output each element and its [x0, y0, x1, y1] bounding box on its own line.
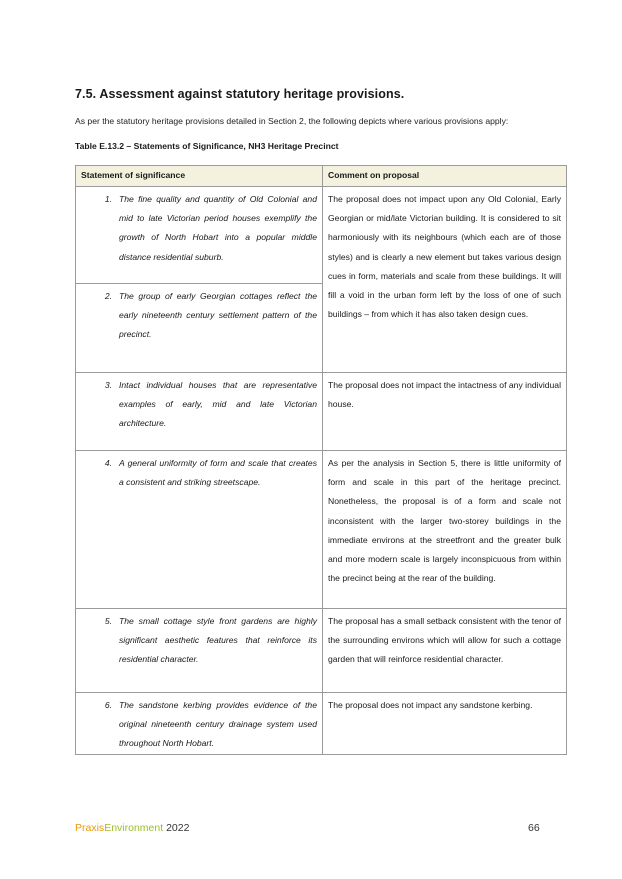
statement-number: 6. [104, 700, 112, 710]
header-comment: Comment on proposal [323, 166, 567, 187]
statement-number: 4. [104, 458, 112, 468]
statement-cell [76, 609, 323, 693]
table-caption: Table E.13.2 – Statements of Significance, NH3 Heritage Precinct [75, 141, 339, 151]
statement-number: 2. [104, 291, 112, 301]
statement-text: The group of early Georgian cottages reflect the early nineteenth century settlement pattern of the precinct. [119, 291, 317, 340]
table-row [76, 609, 567, 693]
comment-cell [323, 451, 567, 609]
table-row [76, 693, 567, 755]
statement-number: 3. [104, 380, 112, 390]
statement-number: 1. [104, 194, 112, 204]
comment-text: The proposal does not impact any sandstone kerbing. [328, 700, 533, 710]
statement-cell [76, 451, 323, 609]
footer-year: 2022 [166, 822, 190, 834]
statement-cell [76, 693, 323, 755]
brand-environment: Environment [104, 822, 164, 834]
comment-text: The proposal has a small setback consistent with the tenor of the surrounding environs which will allow for such a cottage garden that will reinforce residential character. [328, 616, 561, 665]
section-heading: 7.5. Assessment against statutory heritage provisions. [75, 87, 405, 101]
footer-brand [75, 822, 189, 834]
header-statement: Statement of significance [76, 166, 323, 187]
comment-text: The proposal does not impact the intactness of any individual house. [328, 380, 561, 410]
comment-cell [323, 187, 567, 373]
statement-text: A general uniformity of form and scale that creates a consistent and striking streetscape. [119, 458, 317, 488]
comment-cell [323, 373, 567, 451]
table-row [76, 187, 567, 284]
comment-text: The proposal does not impact upon any Old Colonial, Early Georgian or mid/late Victorian building. It is considered to sit harmoniously with its neighbours (which each are of those styles) and is clearly a new element but takes various design cues in form, materials and scale from these buildings. It will fill a void in the urban form left by the loss of one of such buildings – from which it has also taken design cues. [328, 194, 561, 320]
table-row [76, 451, 567, 609]
significance-table [75, 165, 567, 755]
statement-cell [76, 187, 323, 284]
comment-text: As per the analysis in Section 5, there is little uniformity of form and scale in this part of the heritage precinct. Nonetheless, the proposal is of a form and scale not inconsistent with the larger two-storey buildings in the immediate environs at the streetfront and the greater bulk and more modern scale is largely inconspicuous from within the precinct being at the rear of the building. [328, 458, 561, 584]
comment-cell [323, 609, 567, 693]
statement-text: Intact individual houses that are representative examples of early, mid and late Victorian architecture. [119, 380, 317, 429]
table-header-row [76, 166, 567, 187]
statement-cell [76, 284, 323, 373]
table-row [76, 373, 567, 451]
page-number: 66 [528, 822, 540, 834]
statement-text: The fine quality and quantity of Old Colonial and mid to late Victorian period houses exemplify the growth of North Hobart into a popular middle distance residential suburb. [119, 194, 317, 262]
brand-praxis: Praxis [75, 822, 105, 834]
comment-cell [323, 693, 567, 755]
statement-cell [76, 373, 323, 451]
statement-text: The sandstone kerbing provides evidence of the original nineteenth century drainage system used throughout North Hobart. [119, 700, 317, 749]
intro-paragraph: As per the statutory heritage provisions detailed in Section 2, the following depicts where various provisions apply: [75, 116, 509, 126]
statement-text: The small cottage style front gardens are highly significant aesthetic features that reinforce its residential character. [119, 616, 317, 665]
statement-number: 5. [104, 616, 112, 626]
